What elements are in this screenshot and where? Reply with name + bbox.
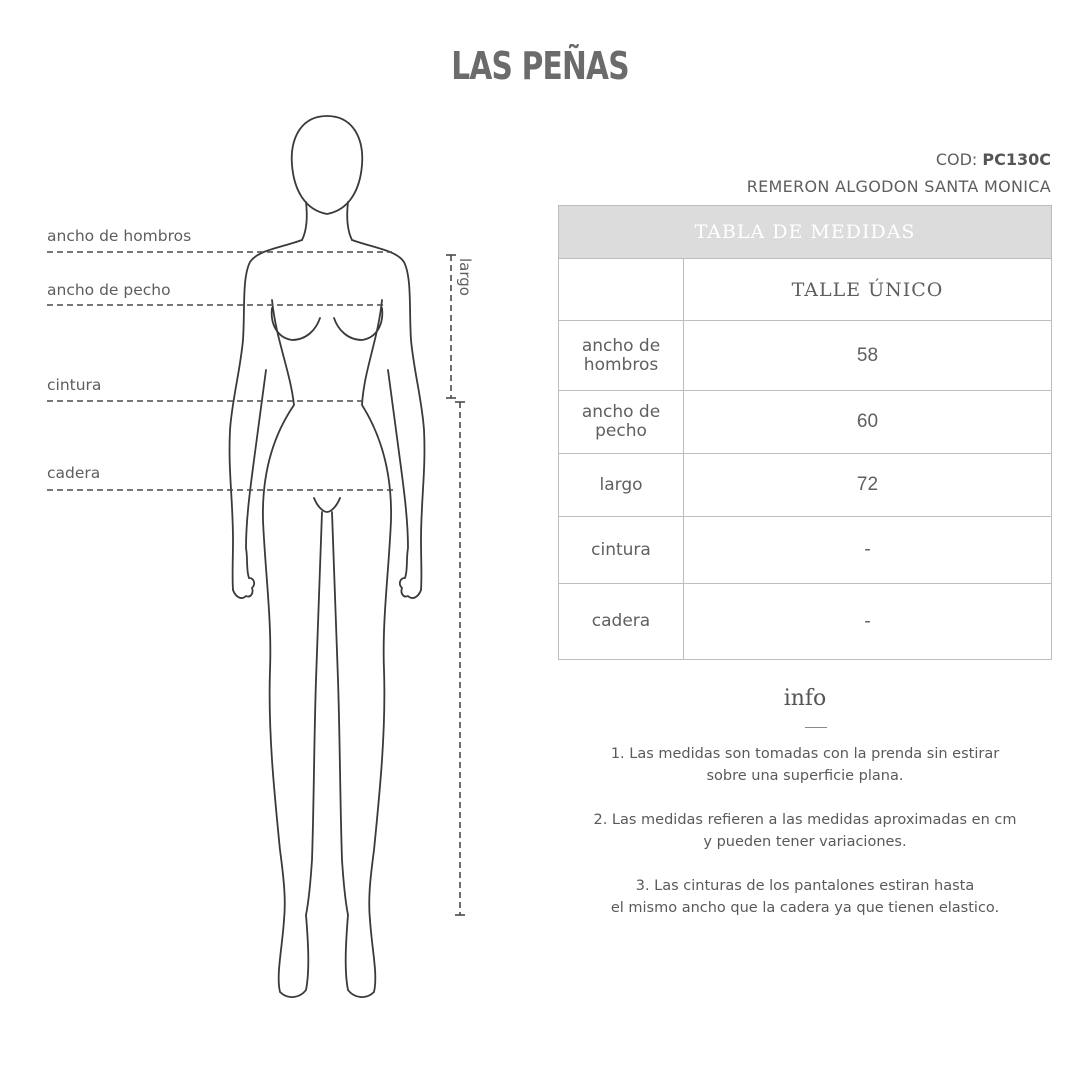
table-row <box>559 584 1052 660</box>
info-title: info <box>783 686 827 711</box>
row-label: cadera <box>559 584 684 660</box>
row-value: - <box>684 517 1052 584</box>
row-label: cintura <box>559 517 684 584</box>
info-note-line: 3. Las cinturas de los pantalones estiran hasta <box>635 878 975 894</box>
size-table-column-header: TALLE ÚNICO <box>684 259 1052 321</box>
row-label: largo <box>559 454 684 517</box>
info-note-3 <box>548 875 1062 919</box>
table-row <box>559 454 1052 517</box>
info-note-line: 1. Las medidas son tomadas con la prenda sin estirar <box>610 746 1000 762</box>
product-code-value: PC130C <box>982 150 1051 169</box>
brand-logo: LAS PEÑAS <box>451 44 629 88</box>
row-value: 72 <box>684 454 1052 517</box>
label-waist: cintura <box>47 376 102 394</box>
info-note-line: sobre una superficie plana. <box>706 768 904 784</box>
table-row <box>559 391 1052 454</box>
size-table-title: TABLA DE MEDIDAS <box>559 206 1052 259</box>
label-chest: ancho de pecho <box>47 281 171 299</box>
info-note-1 <box>548 743 1062 787</box>
size-table-corner <box>559 259 684 321</box>
label-length: largo <box>456 258 474 296</box>
table-row <box>559 321 1052 391</box>
row-label: ancho de pecho <box>559 391 684 454</box>
row-label: ancho de hombros <box>559 321 684 391</box>
info-divider <box>805 727 827 728</box>
row-value: 58 <box>684 321 1052 391</box>
size-table <box>558 205 1052 660</box>
label-hip: cadera <box>47 464 101 482</box>
row-value: 60 <box>684 391 1052 454</box>
product-code-label: COD: <box>935 150 978 169</box>
table-row <box>559 517 1052 584</box>
info-note-line: y pueden tener variaciones. <box>703 834 907 850</box>
info-note-2 <box>548 809 1062 853</box>
row-value: - <box>684 584 1052 660</box>
product-name: REMERON ALGODON SANTA MONICA <box>746 177 1051 196</box>
product-code <box>936 150 1051 169</box>
label-shoulders: ancho de hombros <box>47 227 192 245</box>
info-note-line: el mismo ancho que la cadera ya que tienen elastico. <box>610 900 1000 916</box>
info-note-line: 2. Las medidas refieren a las medidas aproximadas en cm <box>593 812 1017 828</box>
